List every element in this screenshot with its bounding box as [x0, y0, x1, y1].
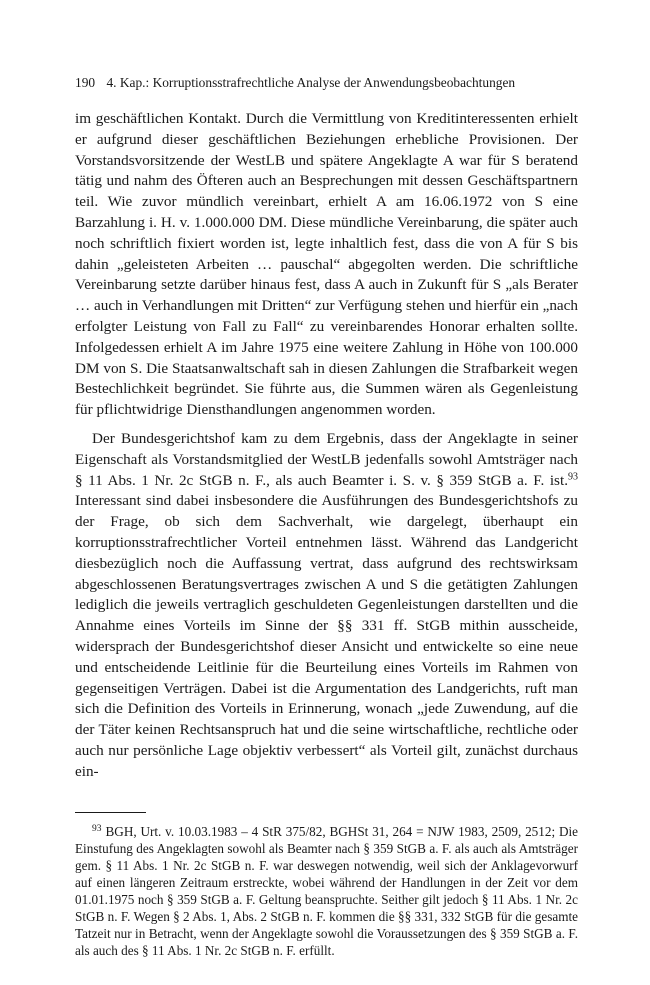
- chapter-title: 4. Kap.: Korruptionsstrafrechtliche Analyse der Anwendungsbeobachtungen: [106, 75, 516, 90]
- paragraph: [75, 429, 578, 783]
- footnote-text: BGH, Urt. v. 10.03.1983 – 4 StR 375/82, BGHSt 31, 264 = NJW 1983, 2509, 2512; Die Einstufung des Angeklagten sowohl als Beamter nach § 359 StGB a. F. als auch als Amtsträger gem. § 11 Abs. 1 Nr. 2c StGB n. F. war deswegen notwendig, weil sich der Anklagevorwurf auf einen längeren Zeitraum erstreckte, wobei während der Handlungen in der Zeit vor dem 01.01.1975 noch § 359 StGB a. F. Geltung beanspruchte. Seither gilt jedoch § 11 Abs. 1 Nr. 2c StGB n. F. Wegen § 2 Abs. 1, Abs. 2 StGB n. F. kommen die §§ 331, 332 StGB für die gesamte Tatzeit nur in Betracht, wenn der Angeklagte sowohl die Voraussetzungen des § 359 StGB a. F. als auch des § 11 Abs. 1 Nr. 2c StGB n. F. erfüllt.: [75, 823, 578, 959]
- footnote-divider: [75, 812, 146, 813]
- footnote-reference: 93: [568, 471, 578, 483]
- footnote: [75, 823, 578, 960]
- paragraph-text: Interessant sind dabei insbesondere die Ausführungen des Bundesgerichtshofs zu der Frage, ob sich dem Sachverhalt, wie dargelegt, überhaupt ein korruptionsstrafrechtlicher Vorteil entnehmen lässt. Während das Landgericht diesbezüglich noch die Auffassung vertrat, dass aufgrund des rechtswirksam abgeschlossenen Beratungsvertrages zwischen A und S die getätigten Zahlungen lediglich die jeweils vertraglich geschuldeten Gegenleistungen darstellten und die Annahme eines Vorteils im Sinne der §§ 331 ff. StGB mithin ausscheide, widersprach der Bundesgerichtshof dieser Ansicht und entwickelte so eine neue und entscheidende Leitlinie für die Beurteilung eines Vorteils im Rahmen von gegenseitigen Verträgen. Dabei ist die Argumentation des Landgerichts, ruft man sich die Definition des Vorteils in Erinnerung, wonach „jede Zuwendung, auf die der Täter keinen Rechtsanspruch hat und die seine wirtschaftliche, rechtliche oder auch nur persönliche Lage objektiv verbessert“ als Vorteil gilt, zunächst durchaus ein-: [75, 492, 578, 780]
- page-number: 190: [75, 75, 96, 90]
- main-text: [75, 109, 578, 783]
- book-page: [75, 74, 578, 959]
- paragraph-text: Der Bundesgerichtshof kam zu dem Ergebnis, dass der Angeklagte in seiner Eigenschaft als Vorstandsmitglied der WestLB jedenfalls sowohl Amtsträger nach § 11 Abs. 1 Nr. 2c StGB n. F., als auch Beamter i. S. v. § 359 StGB a. F. ist.: [75, 429, 578, 489]
- footnote-number: 93: [92, 823, 102, 834]
- paragraph: im geschäftlichen Kontakt. Durch die Vermittlung von Kreditinteressenten erhielt er aufgrund dieser geschäftlichen Beziehungen erhebliche Provisionen. Der Vorstandsvorsitzende der WestLB und spätere Angeklagte A war für S beratend tätig und nahm des Öfteren auch an Besprechungen mit dessen Geschäftspartnern teil. Wie zuvor mündlich vereinbart, erhielt A am 16.06.1972 von S eine Barzahlung i. H. v. 1.000.000 DM. Diese mündliche Vereinbarung, die später auch noch schriftlich fixiert worden ist, legte inhaltlich fest, dass die von A für S bis dahin „geleisteten Arbeiten … pauschal“ abgegolten werden. Die schriftliche Vereinbarung setzte darüber hinaus fest, dass A auch in Zukunft für S „als Berater … auch in Verhandlungen mit Dritten“ zur Verfügung stehen und hierfür ein „nach erfolgter Leistung von Fall zu Fall“ zu vereinbarendes Honorar erhalten sollte. Infolgedessen erhielt A im Jahre 1975 eine weitere Zahlung in Höhe von 100.000 DM von S. Die Staatsanwaltschaft sah in diesen Zahlungen die Strafbarkeit wegen Bestechlichkeit begründet. Sie führte aus, die Summen wären als Gegenleistung für pflichtwidrige Diensthandlungen angenommen worden.: [75, 110, 579, 419]
- running-header: [75, 74, 578, 92]
